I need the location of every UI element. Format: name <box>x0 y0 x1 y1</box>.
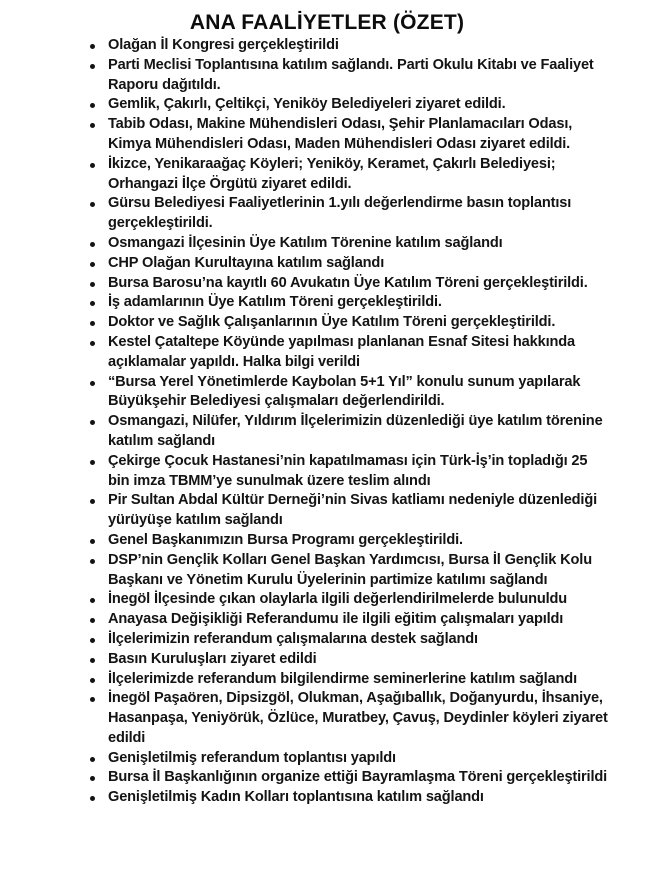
list-item <box>82 155 612 195</box>
bullet-icon <box>90 796 95 801</box>
page-title: ANA FAALİYETLER (ÖZET) <box>189 11 465 34</box>
list-item <box>82 56 612 96</box>
list-item-text: Gürsu Belediyesi Faaliyetlerinin 1.yılı değerlendirme basın toplantısı gerçekleştirildi. <box>108 195 572 232</box>
bullet-icon <box>90 539 95 544</box>
list-item <box>82 373 612 413</box>
list-item-text: İlçelerimizin referandum çalışmalarına destek sağlandı <box>108 630 478 647</box>
bullet-icon <box>90 420 95 425</box>
list-item-text: Osmangazi İlçesinin Üye Katılım Törenine katılım sağlandı <box>108 234 503 251</box>
list-item <box>82 749 612 769</box>
list-item <box>82 531 612 551</box>
list-item <box>82 630 612 650</box>
list-item-text: Genişletilmiş Kadın Kolları toplantısına katılım sağlandı <box>108 789 484 806</box>
list-item-text: Basın Kuruluşları ziyaret edildi <box>108 650 317 667</box>
bullet-icon <box>90 499 95 504</box>
list-item-text: Parti Meclisi Toplantısına katılım sağlandı. Parti Okulu Kitabı ve Faaliyet Raporu dağıtıldı. <box>108 56 594 93</box>
bullet-icon <box>90 44 95 49</box>
list-item-text: Pir Sultan Abdal Kültür Derneği’nin Sivas katliamı nedeniyle düzenlediği yürüyüşe katılım sağlandı <box>108 492 598 529</box>
bullet-icon <box>90 301 95 306</box>
bullet-icon <box>90 282 95 287</box>
bullet-icon <box>90 123 95 128</box>
list-item-text: Doktor ve Sağlık Çalışanlarının Üye Katılım Töreni gerçekleştirildi. <box>108 314 556 331</box>
list-item-text: Genel Başkanımızın Bursa Programı gerçekleştirildi. <box>108 531 463 548</box>
list-item <box>82 788 612 808</box>
list-item-text: Gemlik, Çakırlı, Çeltikçi, Yeniköy Belediyeleri ziyaret edildi. <box>108 96 506 113</box>
list-item-text: Kestel Çataltepe Köyünde yapılması planlanan Esnaf Sitesi hakkında açıklamalar yapıldı. Halka bilgi verildi <box>108 333 575 370</box>
bullet-icon <box>90 559 95 564</box>
list-item-text: CHP Olağan Kurultayına katılım sağlandı <box>108 254 385 271</box>
bullet-icon <box>90 341 95 346</box>
list-item-text: İlçelerimizde referandum bilgilendirme seminerlerine katılım sağlandı <box>108 670 577 687</box>
list-item <box>82 313 612 333</box>
list-item-text: Tabib Odası, Makine Mühendisleri Odası, Şehir Planlamacıları Odası, Kimya Mühendisleri Odası, Maden Mühendisleri Odası ziyaret edildi. <box>108 116 573 152</box>
list-item-text: Anayasa Değişikliği Referandumu ile ilgili eğitim çalışmaları yapıldı <box>108 611 564 628</box>
bullet-icon <box>90 64 95 69</box>
list-item <box>82 36 612 56</box>
bullet-icon <box>90 321 95 326</box>
bullet-icon <box>90 658 95 663</box>
list-item <box>82 194 612 234</box>
list-item-text: Bursa Barosu’na kayıtlı 60 Avukatın Üye Katılım Töreni gerçekleştirildi. <box>108 274 588 291</box>
list-item-text: DSP’nin Gençlik Kolları Genel Başkan Yardımcısı, Bursa İl Gençlik Kolu Başkanı ve Yönetim Kurulu Üyelerinin partimize katılımı sağlandı <box>108 551 592 588</box>
list-item-text: Bursa İl Başkanlığının organize ettiği Bayramlaşma Töreni gerçekleştirildi <box>108 769 608 786</box>
list-item-text: Olağan İl Kongresi gerçekleştirildi <box>108 37 339 53</box>
list-item-text: Genişletilmiş referandum toplantısı yapıldı <box>108 749 396 766</box>
list-item <box>82 650 612 670</box>
list-item <box>82 590 612 610</box>
list-item <box>82 689 612 748</box>
list-item <box>82 670 612 690</box>
list-item <box>82 333 612 373</box>
list-item-text: “Bursa Yerel Yönetimlerde Kaybolan 5+1 Yıl” konulu sunum yapılarak Büyükşehir Belediyesi çalışmaları değerlendirildi. <box>108 373 581 410</box>
bullet-icon <box>90 202 95 207</box>
bullet-icon <box>90 678 95 683</box>
list-item <box>82 274 612 294</box>
bullet-icon <box>90 638 95 643</box>
list-item <box>82 115 612 155</box>
activity-list <box>82 36 612 808</box>
list-item-text: Çekirge Çocuk Hastanesi’nin kapatılmaması için Türk-İş’in topladığı 25 bin imza TBMM’ye sunulmak üzere teslim alındı <box>108 452 588 489</box>
list-item <box>82 768 612 788</box>
bullet-icon <box>90 598 95 603</box>
list-item <box>82 491 612 531</box>
list-item <box>82 610 612 630</box>
bullet-icon <box>90 381 95 386</box>
list-item-text: İnegöl Paşaören, Dipsizgöl, Olukman, Aşağıballık, Doğanyurdu, İhsaniye, Hasanpaşa, Yeniyörük, Özlüce, Muratbey, Çavuş, Deydinler köyleri ziyaret edildi <box>108 690 608 746</box>
bullet-icon <box>90 242 95 247</box>
bullet-icon <box>90 697 95 702</box>
list-item <box>82 293 612 313</box>
list-item-text: İnegöl İlçesinde çıkan olaylarla ilgili değerlendirilmelerde bulunuldu <box>108 591 568 608</box>
bullet-icon <box>90 757 95 762</box>
list-item-text: İkizce, Yenikaraağaç Köyleri; Yeniköy, Keramet, Çakırlı Belediyesi; Orhangazi İlçe Örgütü ziyaret edildi. <box>108 155 556 192</box>
bullet-icon <box>90 776 95 781</box>
list-item <box>82 254 612 274</box>
list-item <box>82 551 612 591</box>
bullet-icon <box>90 163 95 168</box>
list-item-text: İş adamlarının Üye Katılım Töreni gerçekleştirildi. <box>108 294 442 311</box>
list-item <box>82 95 612 115</box>
bullet-icon <box>90 103 95 108</box>
list-item-text: Osmangazi, Nilüfer, Yıldırım İlçelerimizin düzenlediği üye katılım törenine katılım sağlandı <box>108 413 603 449</box>
list-item <box>82 234 612 254</box>
list-item <box>82 412 612 452</box>
bullet-icon <box>90 460 95 465</box>
list-item <box>82 452 612 492</box>
bullet-icon <box>90 262 95 267</box>
bullet-icon <box>90 618 95 623</box>
